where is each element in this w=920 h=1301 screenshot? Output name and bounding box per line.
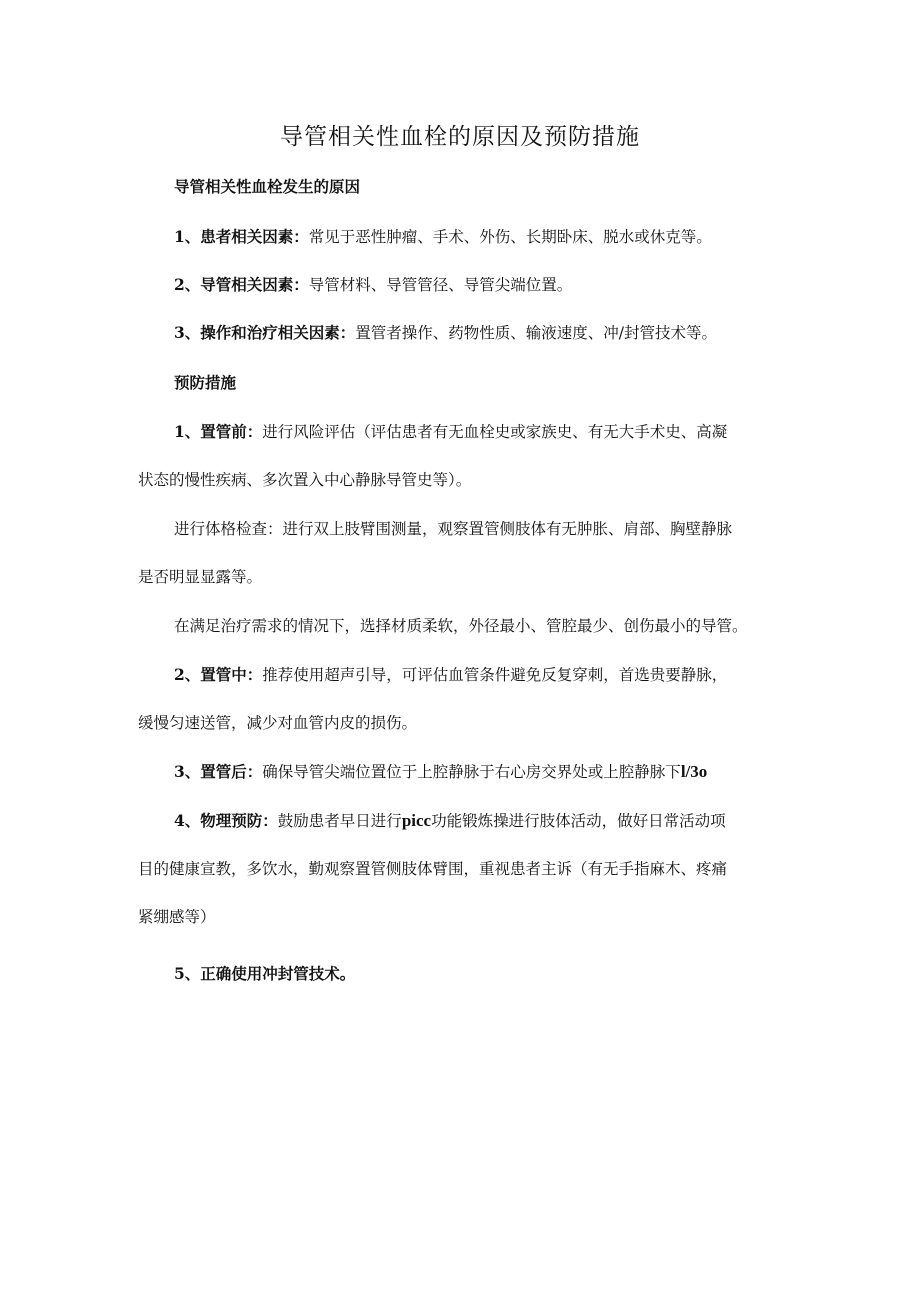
cause-item-3 bbox=[174, 322, 717, 344]
document-title: 导管相关性血栓的原因及预防措施 bbox=[280, 124, 640, 150]
prevention-2-label: 2、置管中： bbox=[174, 665, 263, 684]
prevention-1-line-2: 状态的慢性疾病、多次置入中心静脉导管史等）。 bbox=[138, 471, 472, 489]
prevention-1-text: 进行风险评估（评估患者有无血栓史或家族史、有无大手术史、高凝 bbox=[262, 423, 728, 441]
prevention-1-label: 1、置管前： bbox=[174, 422, 263, 441]
exam-paragraph-line-2: 是否明显显露等。 bbox=[138, 568, 263, 586]
section-heading-causes: 导管相关性血栓发生的原因 bbox=[174, 177, 361, 196]
prevention-2-text: 推荐使用超声引导，可评估血管条件避免反复穿刺，首选贵要静脉， bbox=[262, 666, 728, 684]
cause-item-3-label: 3、操作和治疗相关因素： bbox=[174, 323, 356, 342]
cause-item-2-label: 2、导管相关因素： bbox=[174, 275, 309, 294]
prevention-4-picc: picc bbox=[401, 811, 432, 830]
prevention-2-line-2: 缓慢匀速送管，减少对血管内皮的损伤。 bbox=[138, 714, 418, 732]
cause-item-2-text: 导管材料、导管管径、导管尖端位置。 bbox=[308, 276, 573, 294]
prevention-4-line-3: 紧绷感等） bbox=[138, 908, 216, 926]
prevention-4-label: 4、物理预防： bbox=[174, 811, 278, 830]
prevention-4-line-1 bbox=[174, 810, 726, 832]
section-heading-prevention: 预防措施 bbox=[174, 373, 237, 392]
cause-item-1-text: 常见于恶性肿瘤、手术、外伤、长期卧床、脱水或休克等。 bbox=[308, 228, 712, 246]
prevention-3-tail: l/3o bbox=[680, 762, 708, 781]
prevention-3-text: 确保导管尖端位置位于上腔静脉于右心房交界处或上腔静脉下 bbox=[262, 763, 681, 781]
cause-item-3-text: 置管者操作、药物性质、输液速度、冲/封管技术等。 bbox=[355, 324, 718, 342]
prevention-4-text-a: 鼓励患者早日进行 bbox=[277, 812, 402, 830]
catheter-choice-paragraph: 在满足治疗需求的情况下，选择材质柔软，外径最小、管腔最少、创伤最小的导管。 bbox=[174, 617, 748, 635]
prevention-3 bbox=[174, 761, 707, 783]
prevention-2-line-1 bbox=[174, 664, 727, 686]
cause-item-1 bbox=[174, 226, 712, 248]
prevention-4-line-2: 目的健康宣教，多饮水，勤观察置管侧肢体臂围，重视患者主诉（有无手指麻木、疼痛 bbox=[138, 860, 728, 878]
prevention-3-label: 3、置管后： bbox=[174, 762, 263, 781]
cause-item-1-label: 1、患者相关因素： bbox=[174, 227, 309, 246]
prevention-1-line-1 bbox=[174, 421, 727, 443]
exam-paragraph-line-1: 进行体格检查：进行双上肢臂围测量，观察置管侧肢体有无肿胀、肩部、胸壁静脉 bbox=[174, 520, 733, 538]
prevention-4-text-b: 功能锻炼操进行肢体活动，做好日常活动项 bbox=[431, 812, 726, 830]
prevention-5: 5、正确使用冲封管技术。 bbox=[174, 964, 356, 983]
cause-item-2 bbox=[174, 274, 572, 296]
